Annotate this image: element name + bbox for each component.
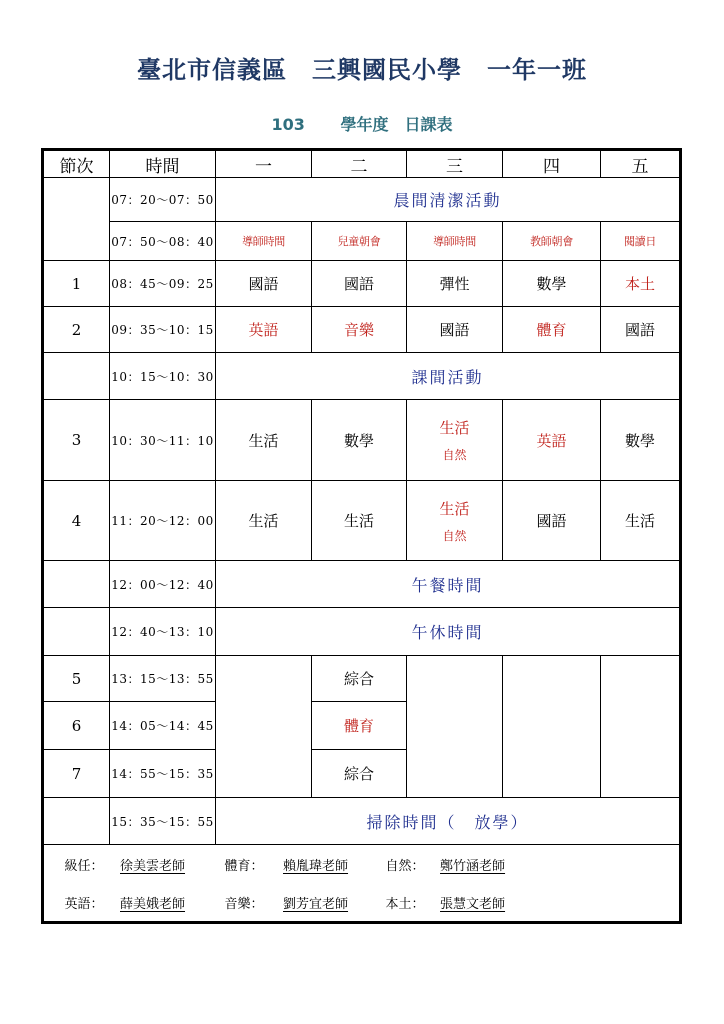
wed-p3 bbox=[407, 400, 503, 481]
period-number: 3 bbox=[43, 400, 110, 481]
row-nap bbox=[43, 608, 681, 656]
row-morning-slot bbox=[43, 222, 681, 261]
activity-nap: 午休時間 bbox=[216, 608, 681, 656]
thu-p3: 英語 bbox=[503, 400, 601, 481]
activity-cleanup: 掃除時間（ 放學） bbox=[216, 798, 681, 845]
page-title: 臺北市信義區 三興國民小學 一年一班 bbox=[137, 56, 587, 84]
wed-p4 bbox=[407, 481, 503, 561]
row-period-2 bbox=[43, 307, 681, 353]
staff-role: 自然： bbox=[385, 858, 425, 874]
mon-p2: 英語 bbox=[216, 307, 312, 353]
staff-teacher: 徐美雲老師 bbox=[120, 858, 186, 874]
header-tue: 二 bbox=[312, 150, 407, 178]
row-lunch bbox=[43, 561, 681, 608]
row-recess bbox=[43, 353, 681, 400]
fri-p4: 生活 bbox=[601, 481, 681, 561]
mon-morning: 導師時間 bbox=[216, 222, 312, 261]
thu-p2: 體育 bbox=[503, 307, 601, 353]
thu-p4: 國語 bbox=[503, 481, 601, 561]
time-cell: 12：40～13：10 bbox=[110, 608, 216, 656]
period-cell-empty bbox=[43, 798, 110, 845]
staff-teacher: 薛美娥老師 bbox=[120, 896, 186, 912]
wed-p4-note: 自然 bbox=[442, 528, 467, 543]
staff-teacher: 劉芳宜老師 bbox=[283, 896, 349, 912]
staff-row-1 bbox=[44, 845, 679, 883]
mon-p3: 生活 bbox=[216, 400, 312, 481]
tue-p5: 綜合 bbox=[312, 656, 407, 702]
fri-afternoon-empty bbox=[601, 656, 681, 798]
staff-teacher: 鄭竹涵老師 bbox=[440, 858, 506, 874]
row-period-5 bbox=[43, 656, 681, 702]
row-period-4 bbox=[43, 481, 681, 561]
period-number: 7 bbox=[43, 750, 110, 798]
header-wed: 三 bbox=[407, 150, 503, 178]
period-cell-empty bbox=[43, 608, 110, 656]
staff-teacher: 賴胤瑋老師 bbox=[283, 858, 349, 874]
period-cell-empty bbox=[43, 353, 110, 400]
period-number: 2 bbox=[43, 307, 110, 353]
staff-role: 體育： bbox=[224, 858, 264, 874]
period-cell-empty bbox=[43, 561, 110, 608]
wed-p3-subject: 生活 bbox=[439, 419, 470, 437]
thu-afternoon-empty bbox=[503, 656, 601, 798]
tue-morning: 兒童朝會 bbox=[312, 222, 407, 261]
wed-p3-note: 自然 bbox=[442, 448, 467, 462]
fri-p2: 國語 bbox=[601, 307, 681, 353]
mon-afternoon-empty bbox=[216, 656, 312, 798]
header-fri: 五 bbox=[601, 150, 681, 178]
tue-p2: 音樂 bbox=[312, 307, 407, 353]
tue-p1: 國語 bbox=[312, 261, 407, 307]
period-number: 5 bbox=[43, 656, 110, 702]
staff-list bbox=[43, 845, 681, 923]
wed-p1: 彈性 bbox=[407, 261, 503, 307]
header-thu: 四 bbox=[503, 150, 601, 178]
fri-p3: 數學 bbox=[601, 400, 681, 481]
header-time: 時間 bbox=[110, 150, 216, 178]
thu-p1: 數學 bbox=[503, 261, 601, 307]
period-number: 6 bbox=[43, 702, 110, 750]
time-cell: 14：05～14：45 bbox=[110, 702, 216, 750]
staff-footer bbox=[43, 845, 681, 923]
header-row bbox=[43, 150, 681, 178]
time-cell: 08：45～09：25 bbox=[110, 261, 216, 307]
header-mon: 一 bbox=[216, 150, 312, 178]
row-period-3 bbox=[43, 400, 681, 481]
mon-p4: 生活 bbox=[216, 481, 312, 561]
row-period-1 bbox=[43, 261, 681, 307]
row-cleanup bbox=[43, 798, 681, 845]
activity-morning-clean: 晨間清潔活動 bbox=[216, 178, 681, 222]
staff-teacher: 張慧文老師 bbox=[440, 896, 506, 912]
wed-afternoon-empty bbox=[407, 656, 503, 798]
wed-p2: 國語 bbox=[407, 307, 503, 353]
time-cell: 07：50～08：40 bbox=[110, 222, 216, 261]
period-cell-empty bbox=[43, 178, 110, 261]
staff-role: 音樂： bbox=[224, 896, 264, 912]
time-cell: 10：30～11：10 bbox=[110, 400, 216, 481]
mon-p1: 國語 bbox=[216, 261, 312, 307]
period-number: 4 bbox=[43, 481, 110, 561]
time-cell: 10：15～10：30 bbox=[110, 353, 216, 400]
time-cell: 13：15～13：55 bbox=[110, 656, 216, 702]
tue-p6: 體育 bbox=[312, 702, 407, 750]
time-cell: 15：35～15：55 bbox=[110, 798, 216, 845]
staff-role: 英語： bbox=[64, 896, 104, 912]
time-cell: 12：00～12：40 bbox=[110, 561, 216, 608]
staff-role: 級任： bbox=[64, 858, 104, 874]
fri-morning: 閱讀日 bbox=[601, 222, 681, 261]
tue-p4: 生活 bbox=[312, 481, 407, 561]
fri-p1: 本土 bbox=[601, 261, 681, 307]
timetable bbox=[41, 148, 682, 924]
tue-p7: 綜合 bbox=[312, 750, 407, 798]
thu-morning: 教師朝會 bbox=[503, 222, 601, 261]
row-morning-clean bbox=[43, 178, 681, 222]
period-number: 1 bbox=[43, 261, 110, 307]
activity-recess: 課間活動 bbox=[216, 353, 681, 400]
time-cell: 14：55～15：35 bbox=[110, 750, 216, 798]
header-period: 節次 bbox=[43, 150, 110, 178]
time-cell: 07：20～07：50 bbox=[110, 178, 216, 222]
activity-lunch: 午餐時間 bbox=[216, 561, 681, 608]
wed-morning: 導師時間 bbox=[407, 222, 503, 261]
time-cell: 11：20～12：00 bbox=[110, 481, 216, 561]
staff-row-2 bbox=[44, 883, 679, 921]
staff-role: 本土： bbox=[385, 896, 425, 912]
time-cell: 09：35～10：15 bbox=[110, 307, 216, 353]
wed-p4-subject: 生活 bbox=[439, 499, 470, 518]
page-subtitle: 103 學年度 日課表 bbox=[271, 115, 453, 134]
tue-p3: 數學 bbox=[312, 400, 407, 481]
